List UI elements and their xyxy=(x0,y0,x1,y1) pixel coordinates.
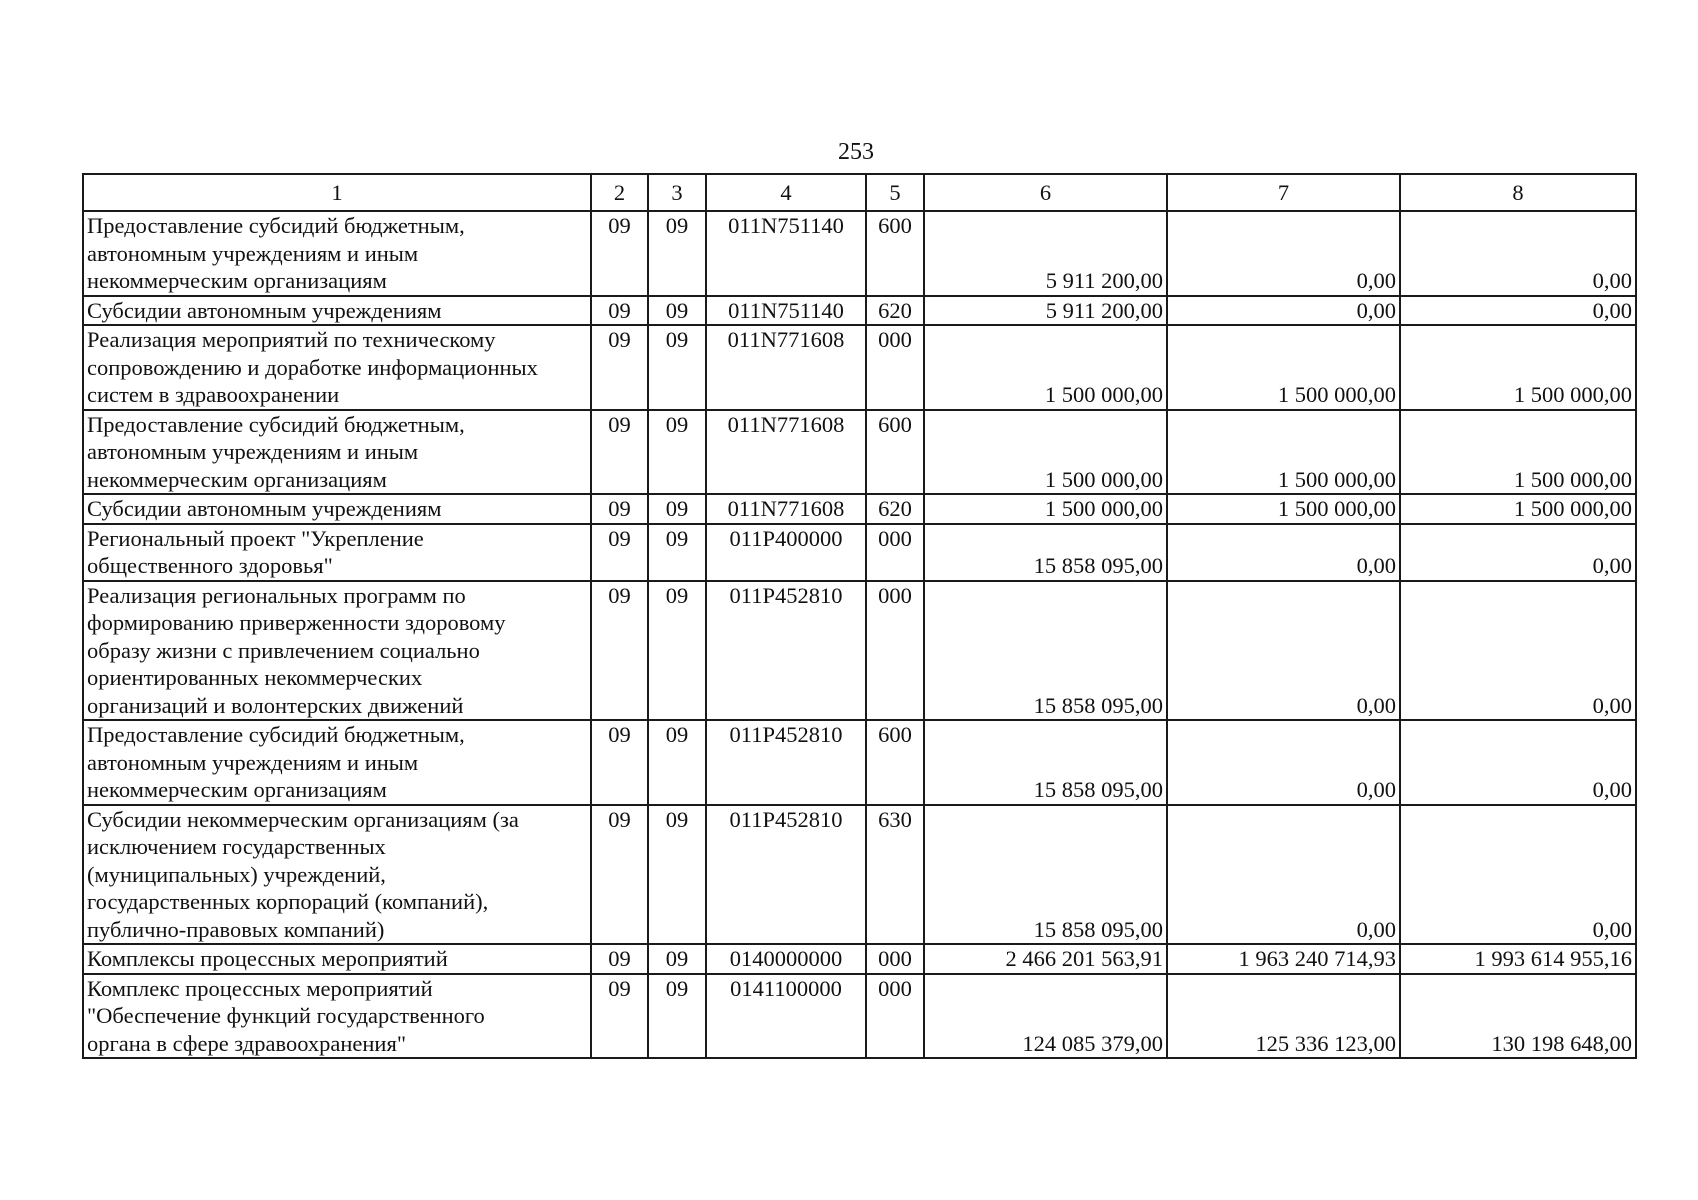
row-name-cell: Субсидии автономным учреждениям xyxy=(83,296,591,326)
subsection-code-cell: 09 xyxy=(648,410,706,495)
expense-type-cell: 620 xyxy=(866,296,924,326)
amount-col8-cell: 0,00 xyxy=(1400,720,1636,805)
row-name-cell: Реализация мероприятий по техническому сопровождению и доработке информационных систем в здравоохранении xyxy=(83,325,591,410)
amount-col6-cell: 15 858 095,00 xyxy=(924,720,1167,805)
amount-col7-cell: 0,00 xyxy=(1167,211,1400,296)
table-row xyxy=(83,944,1636,974)
column-header: 6 xyxy=(924,174,1167,211)
table-row xyxy=(83,325,1636,410)
subsection-code-cell: 09 xyxy=(648,325,706,410)
table-row xyxy=(83,805,1636,945)
row-name-cell: Предоставление субсидий бюджетным, автономным учреждениям и иным некоммерческим организациям xyxy=(83,410,591,495)
target-article-cell: 011N751140 xyxy=(706,296,866,326)
expense-type-cell: 600 xyxy=(866,211,924,296)
expense-type-cell: 000 xyxy=(866,581,924,721)
section-code-cell: 09 xyxy=(591,211,648,296)
expense-type-cell: 600 xyxy=(866,410,924,495)
amount-col6-cell: 1 500 000,00 xyxy=(924,494,1167,524)
section-code-cell: 09 xyxy=(591,296,648,326)
amount-col6-cell: 124 085 379,00 xyxy=(924,974,1167,1059)
table-row xyxy=(83,410,1636,495)
row-name-cell: Предоставление субсидий бюджетным, автономным учреждениям и иным некоммерческим организациям xyxy=(83,720,591,805)
amount-col6-cell: 15 858 095,00 xyxy=(924,524,1167,581)
amount-col7-cell: 1 500 000,00 xyxy=(1167,494,1400,524)
column-header: 7 xyxy=(1167,174,1400,211)
budget-table xyxy=(82,173,1637,1059)
header-row xyxy=(83,174,1636,211)
section-code-cell: 09 xyxy=(591,944,648,974)
expense-type-cell: 000 xyxy=(866,524,924,581)
section-code-cell: 09 xyxy=(591,524,648,581)
row-name-cell: Предоставление субсидий бюджетным, автономным учреждениям и иным некоммерческим организациям xyxy=(83,211,591,296)
section-code-cell: 09 xyxy=(591,410,648,495)
amount-col8-cell: 1 500 000,00 xyxy=(1400,494,1636,524)
row-name-cell: Субсидии некоммерческим организациям (за исключением государственных (муниципальных) учреждений, государственных корпораций (компаний), публично-правовых компаний) xyxy=(83,805,591,945)
amount-col7-cell: 0,00 xyxy=(1167,524,1400,581)
subsection-code-cell: 09 xyxy=(648,494,706,524)
table-row xyxy=(83,581,1636,721)
column-header: 8 xyxy=(1400,174,1636,211)
amount-col8-cell: 0,00 xyxy=(1400,211,1636,296)
section-code-cell: 09 xyxy=(591,325,648,410)
amount-col7-cell: 0,00 xyxy=(1167,805,1400,945)
amount-col8-cell: 1 500 000,00 xyxy=(1400,410,1636,495)
column-header: 1 xyxy=(83,174,591,211)
amount-col7-cell: 125 336 123,00 xyxy=(1167,974,1400,1059)
amount-col6-cell: 5 911 200,00 xyxy=(924,296,1167,326)
expense-type-cell: 620 xyxy=(866,494,924,524)
subsection-code-cell: 09 xyxy=(648,211,706,296)
amount-col7-cell: 1 963 240 714,93 xyxy=(1167,944,1400,974)
amount-col8-cell: 0,00 xyxy=(1400,524,1636,581)
amount-col8-cell: 0,00 xyxy=(1400,805,1636,945)
target-article-cell: 0141100000 xyxy=(706,974,866,1059)
column-header: 4 xyxy=(706,174,866,211)
expense-type-cell: 630 xyxy=(866,805,924,945)
subsection-code-cell: 09 xyxy=(648,944,706,974)
target-article-cell: 011N751140 xyxy=(706,211,866,296)
amount-col7-cell: 0,00 xyxy=(1167,296,1400,326)
subsection-code-cell: 09 xyxy=(648,524,706,581)
section-code-cell: 09 xyxy=(591,494,648,524)
amount-col8-cell: 1 500 000,00 xyxy=(1400,325,1636,410)
amount-col8-cell: 130 198 648,00 xyxy=(1400,974,1636,1059)
row-name-cell: Субсидии автономным учреждениям xyxy=(83,494,591,524)
amount-col7-cell: 1 500 000,00 xyxy=(1167,410,1400,495)
expense-type-cell: 000 xyxy=(866,944,924,974)
amount-col6-cell: 1 500 000,00 xyxy=(924,325,1167,410)
amount-col8-cell: 0,00 xyxy=(1400,296,1636,326)
row-name-cell: Реализация региональных программ по формированию приверженности здоровому образу жизни с привлечением социально ориентированных некоммерческих организаций и волонтерских движений xyxy=(83,581,591,721)
table-row xyxy=(83,296,1636,326)
table-row xyxy=(83,720,1636,805)
target-article-cell: 011P400000 xyxy=(706,524,866,581)
section-code-cell: 09 xyxy=(591,805,648,945)
amount-col6-cell: 15 858 095,00 xyxy=(924,581,1167,721)
row-name-cell: Комплексы процессных мероприятий xyxy=(83,944,591,974)
subsection-code-cell: 09 xyxy=(648,296,706,326)
subsection-code-cell: 09 xyxy=(648,581,706,721)
subsection-code-cell: 09 xyxy=(648,974,706,1059)
table-row xyxy=(83,524,1636,581)
target-article-cell: 011P452810 xyxy=(706,805,866,945)
table-row xyxy=(83,974,1636,1059)
expense-type-cell: 000 xyxy=(866,974,924,1059)
target-article-cell: 011N771608 xyxy=(706,494,866,524)
amount-col6-cell: 1 500 000,00 xyxy=(924,410,1167,495)
row-name-cell: Региональный проект "Укрепление общественного здоровья" xyxy=(83,524,591,581)
subsection-code-cell: 09 xyxy=(648,720,706,805)
column-header: 5 xyxy=(866,174,924,211)
amount-col8-cell: 1 993 614 955,16 xyxy=(1400,944,1636,974)
column-header: 2 xyxy=(591,174,648,211)
amount-col6-cell: 5 911 200,00 xyxy=(924,211,1167,296)
section-code-cell: 09 xyxy=(591,974,648,1059)
amount-col6-cell: 15 858 095,00 xyxy=(924,805,1167,945)
expense-type-cell: 000 xyxy=(866,325,924,410)
amount-col7-cell: 0,00 xyxy=(1167,581,1400,721)
amount-col7-cell: 1 500 000,00 xyxy=(1167,325,1400,410)
target-article-cell: 011N771608 xyxy=(706,325,866,410)
table-row xyxy=(83,494,1636,524)
amount-col7-cell: 0,00 xyxy=(1167,720,1400,805)
target-article-cell: 011P452810 xyxy=(706,720,866,805)
expense-type-cell: 600 xyxy=(866,720,924,805)
page-number: 253 xyxy=(838,139,874,165)
target-article-cell: 011P452810 xyxy=(706,581,866,721)
column-header: 3 xyxy=(648,174,706,211)
amount-col6-cell: 2 466 201 563,91 xyxy=(924,944,1167,974)
amount-col8-cell: 0,00 xyxy=(1400,581,1636,721)
table-row xyxy=(83,211,1636,296)
section-code-cell: 09 xyxy=(591,581,648,721)
subsection-code-cell: 09 xyxy=(648,805,706,945)
target-article-cell: 0140000000 xyxy=(706,944,866,974)
target-article-cell: 011N771608 xyxy=(706,410,866,495)
section-code-cell: 09 xyxy=(591,720,648,805)
row-name-cell: Комплекс процессных мероприятий "Обеспечение функций государственного органа в сфере здравоохранения" xyxy=(83,974,591,1059)
